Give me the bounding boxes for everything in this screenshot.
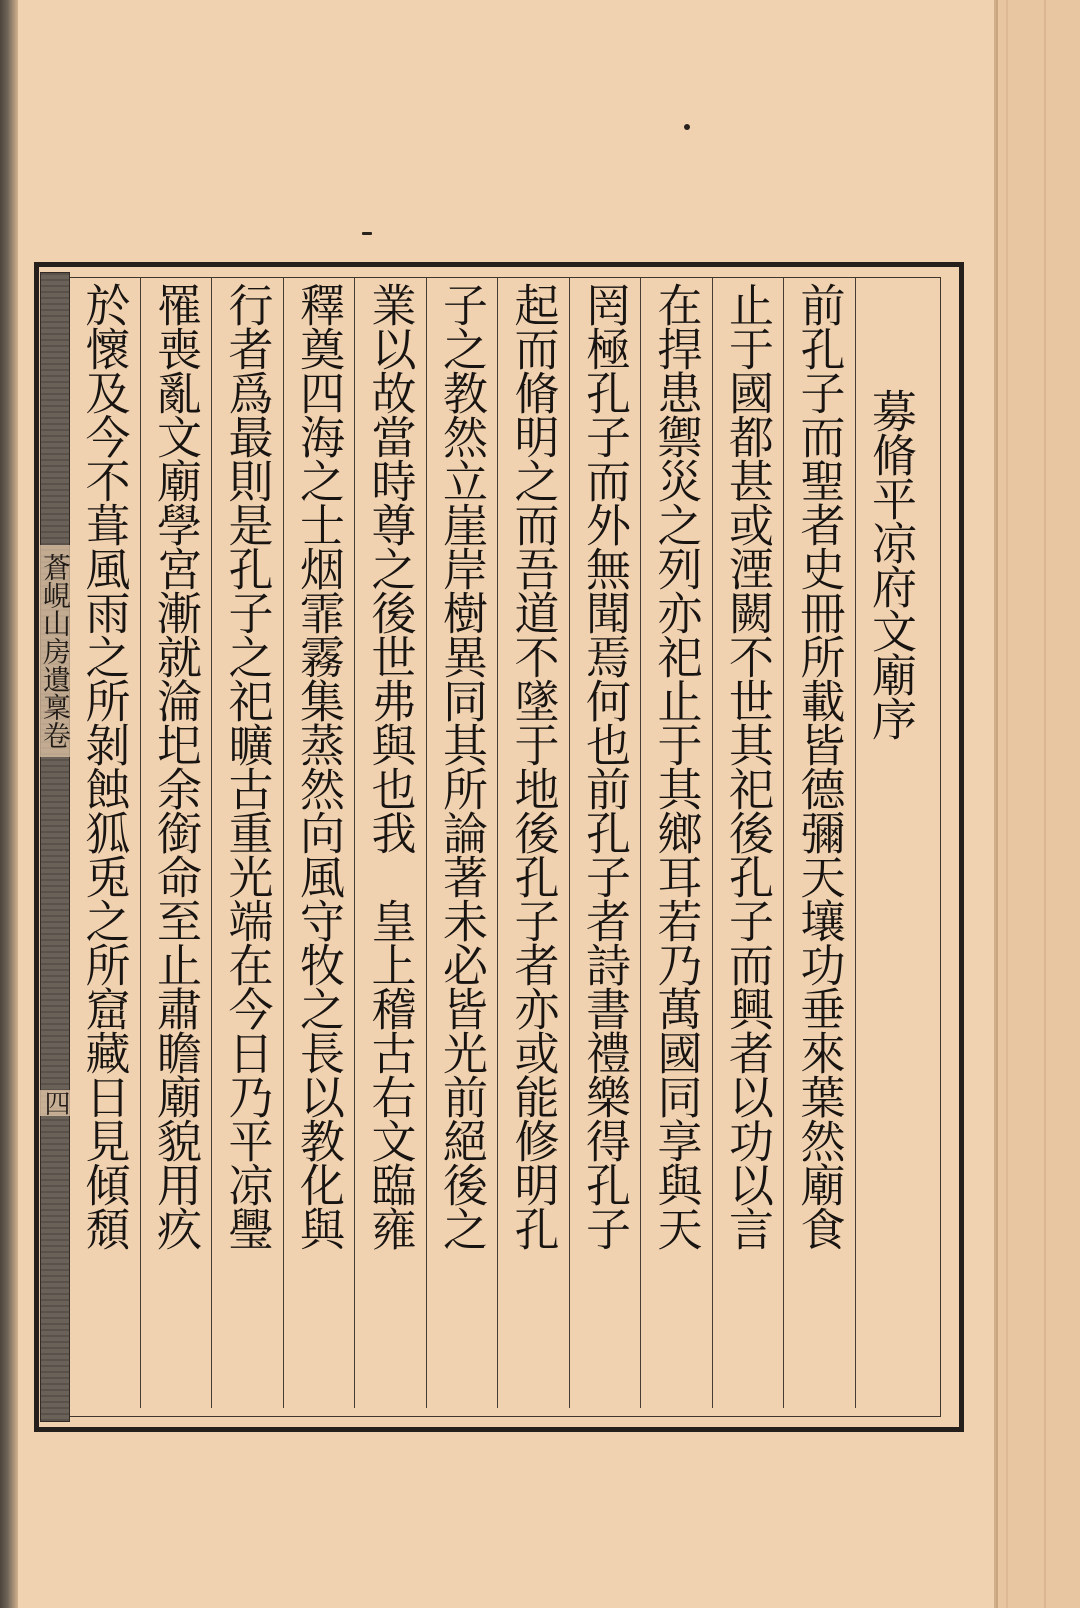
ink-speck <box>362 232 372 235</box>
text-column: 業以故當時尊之後世弗與也我 皇上稽古右文臨雍 <box>354 278 426 1408</box>
text-column: 於懷及今不葺風雨之所剝蝕狐兎之所窟藏日見傾頹 <box>77 282 131 1250</box>
text-column: 罹喪亂文廟學宮漸就淪圯余銜命至止肅瞻廟貌用疚 <box>140 278 212 1408</box>
margin-page-number: 四 <box>40 1090 70 1116</box>
margin-strip <box>40 272 70 1422</box>
text-column: 行者爲最則是孔子之祀曠古重光端在今日乃平凉璺 <box>211 278 283 1408</box>
margin-title: 蒼峴山房遺稟卷 <box>40 545 70 757</box>
heading-column: 募脩平凉府文廟序 <box>855 278 927 1408</box>
adjacent-leaf <box>994 0 1080 1608</box>
leaf-edge-line <box>1044 0 1046 1608</box>
text-column: 前孔子而聖者史冊所載皆德彌天壤功垂來葉然廟食 <box>783 278 855 1408</box>
text-column: 釋奠四海之士烟霏霧集蒸然向風守牧之長以教化與 <box>283 278 355 1408</box>
text-column: 罔極孔子而外無聞焉何也前孔子者詩書禮樂得孔子 <box>569 278 641 1408</box>
text-column: 止于國都甚或湮闕不世其祀後孔子而興者以功以言 <box>712 278 784 1408</box>
book-spine-edge <box>0 0 18 1608</box>
text-column: 在捍患禦災之列亦祀止于其鄉耳若乃萬國同享與天 <box>640 278 712 1408</box>
text-columns <box>68 278 926 1416</box>
text-column: 起而脩明之而吾道不墜于地後孔子者亦或能修明孔 <box>497 278 569 1408</box>
leaf-edge-line <box>996 0 998 1608</box>
leaf-edge-line <box>1006 0 1008 1608</box>
ink-speck <box>684 124 690 130</box>
text-column: 子之教然立崖岸樹異同其所論著未必皆光前絕後之 <box>426 278 498 1408</box>
